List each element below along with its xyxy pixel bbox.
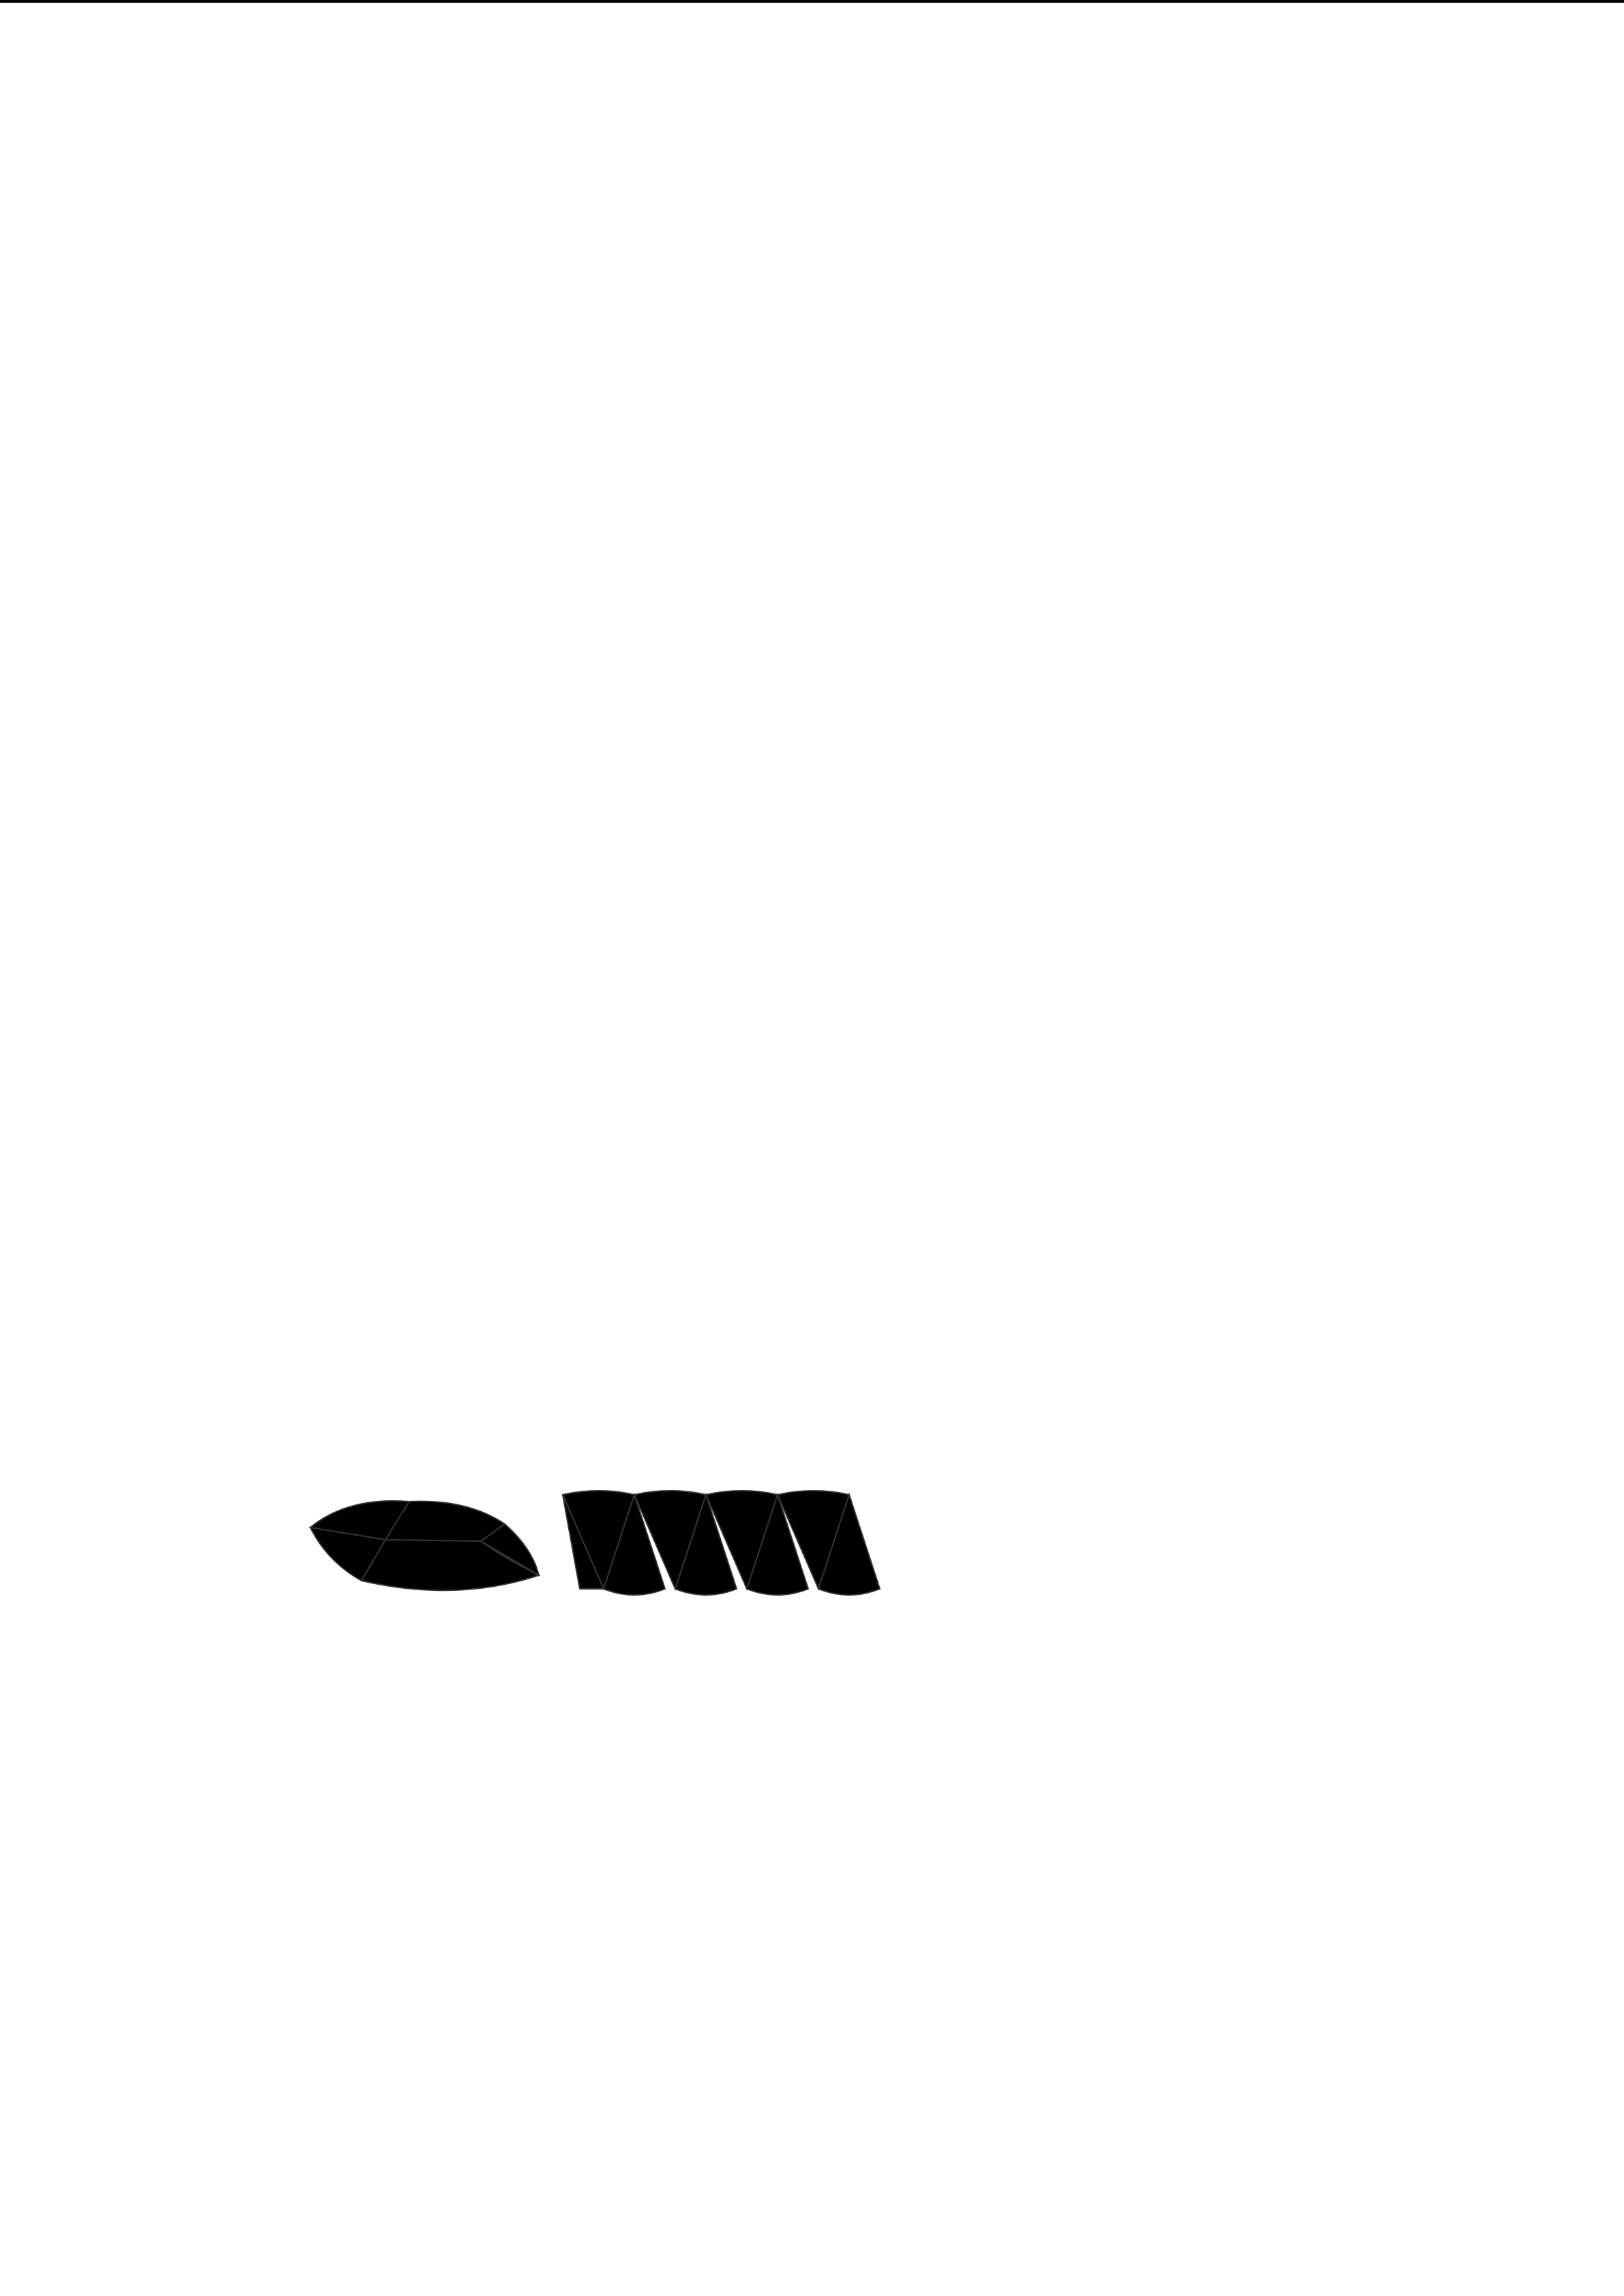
figure-8-parts — [559, 1487, 894, 1602]
figure-16-parts — [900, 1487, 1262, 1602]
top-rule — [0, 0, 1624, 3]
figure-4-parts — [300, 1493, 559, 1596]
cut-and-rearrange-figures — [300, 1480, 1269, 1602]
